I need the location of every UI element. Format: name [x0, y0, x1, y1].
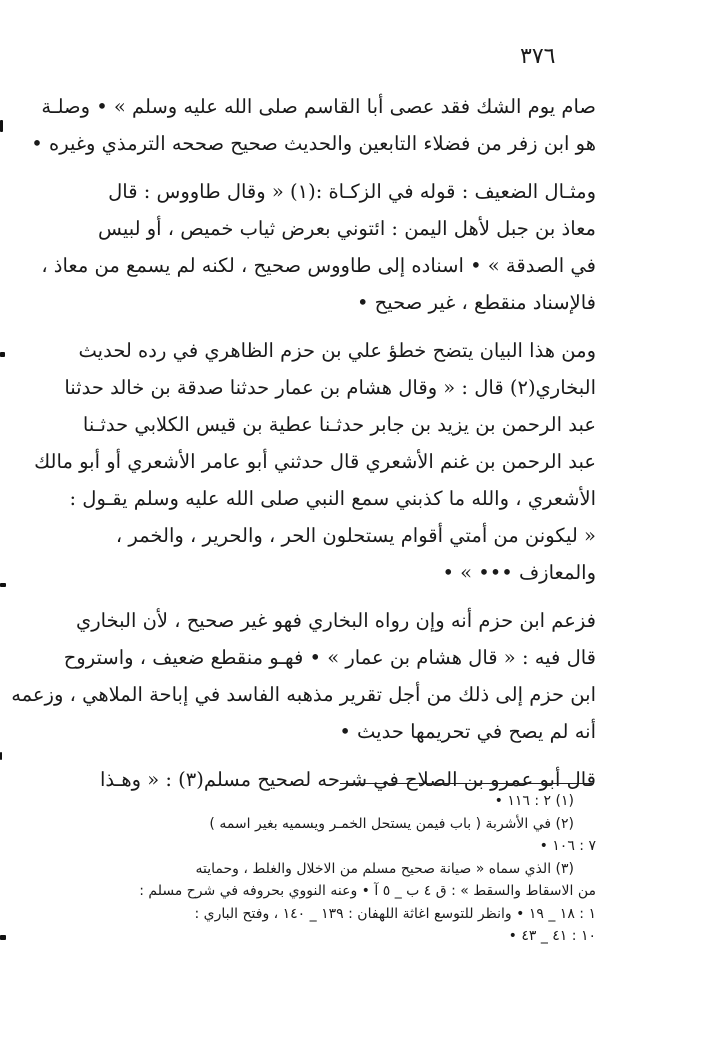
text-line: هو ابن زفر من فضلاء التابعين والحديث صحيح صححه الترمذي وغيره •: [31, 132, 596, 155]
paragraph: [11, 602, 596, 750]
footnote-line: (١) ٢ : ١١٦ •: [494, 793, 574, 809]
footnote-line: ١٠ : ٤١ _ ٤٣ •: [508, 928, 596, 944]
text-line: عبد الرحمن بن يزيد بن جابر حدثـنا عطية بن قيس الكلابي حدثـنا: [82, 413, 596, 436]
text-line: والمعازف ••• » •: [442, 561, 596, 584]
text-line: فزعم ابن حزم أنه وإن رواه البخاري فهو غير صحيح ، لأن البخاري: [75, 609, 596, 632]
text-line: ابن حزم إلى ذلك من أجل تقرير مذهبه الفاسد في إباحة الملاهي ، وزعمه: [11, 683, 596, 706]
scan-mark: [0, 752, 2, 760]
scan-mark: [0, 352, 5, 357]
text-line: ومثـال الضعيف : قوله في الزكـاة :(١) « وقال طاووس : قال: [108, 180, 596, 203]
text-line: قال فيه : « قال هشام بن عمار » • فهـو منقطع ضعيف ، واستروح: [63, 646, 596, 669]
text-line: « ليكونن من أمتي أقوام يستحلون الحر ، والحرير ، والخمر ،: [115, 524, 596, 547]
footnote-1: [110, 790, 596, 813]
text-line: فالإسناد منقطع ، غير صحيح •: [356, 291, 596, 314]
footnote-line: (٢) في الأشربة ( باب فيمن يستحل الخمـر ويسميه بغير اسمه ): [209, 815, 574, 832]
scan-mark: [0, 583, 6, 587]
text-line: صام يوم الشك فقد عصى أبا القاسم صلى الله عليه وسلم » • وصلـة: [41, 95, 596, 118]
footnote-line: (٣) الذي سماه « صيانة صحيح مسلم من الاخلال والغلط ، وحمايته: [195, 860, 574, 877]
scan-mark: [0, 935, 6, 940]
footnote-line: ٧ : ١٠٦ •: [539, 838, 596, 854]
footnote-2: [110, 813, 596, 858]
footnote-3: [110, 858, 596, 948]
footnote-separator: [340, 783, 592, 784]
footnote-line: ١ : ١٨ _ ١٩ • وانظر للتوسع اغاثة اللهفان : ١٣٩ _ ١٤٠ ، وفتح الباري :: [194, 905, 596, 922]
text-line: قال أبو عمرو بن الصلاح في شرحه لصحيح مسلم(٣) : « وهـذا: [99, 768, 596, 791]
text-line: الأشعري ، والله ما كذبني سمع النبي صلى الله عليه وسلم يقـول :: [69, 487, 596, 510]
text-line: في الصدقة » • اسناده إلى طاووس صحيح ، لكنه لم يسمع من معاذ ،: [41, 254, 596, 277]
text-line: أنه لم يصح في تحريمها حديث •: [339, 720, 596, 743]
text-line: ومن هذا البيان يتضح خطؤ علي بن حزم الظاهري في رده لحديث: [78, 339, 596, 362]
text-line: معاذ بن جبل لأهل اليمن : ائتوني بعرض ثياب خميص ، أو لبيس: [97, 217, 596, 240]
text-line: البخاري(٢) قال : « وقال هشام بن عمار حدثنا صدقة بن خالد حدثنا: [64, 376, 596, 399]
main-text: [11, 88, 596, 798]
paragraph: [41, 173, 596, 321]
text-line: عبد الرحمن بن غنم الأشعري قال حدثني أبو عامر الأشعري أو أبو مالك: [34, 450, 596, 473]
paragraph: [34, 332, 596, 591]
scan-mark: [0, 120, 3, 132]
footnote-line: من الاسقاط والسقط » : ق ٤ ب _ ٥ آ • وعنه النووي بحروفه في شرح مسلم :: [139, 883, 596, 899]
page-number: ٣٧٦: [520, 44, 556, 69]
footnotes: [110, 790, 596, 948]
paragraph: [31, 88, 596, 162]
